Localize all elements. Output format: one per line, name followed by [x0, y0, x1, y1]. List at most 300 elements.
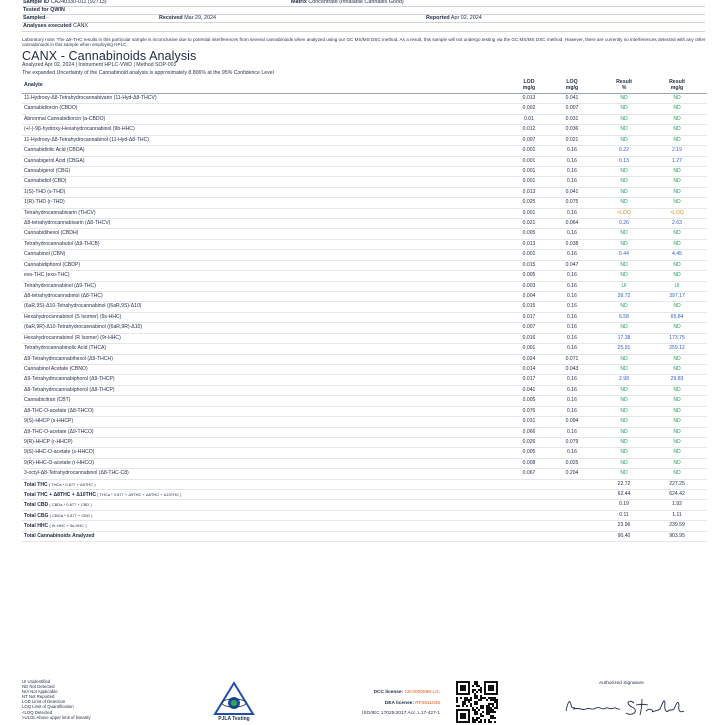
- loq-value: 0.094: [565, 418, 579, 425]
- analyte-name: Δ8-Tetrahydrocannabiphorol (Δ8-THCP): [24, 386, 115, 393]
- lod-value: 0.012: [522, 126, 536, 133]
- result-mg-value: ND: [673, 105, 681, 112]
- tested-for-line: [23, 7, 705, 14]
- lod-value: 0.005: [522, 397, 536, 404]
- result-pct-value: ND: [620, 418, 628, 425]
- results-table: [22, 79, 707, 542]
- result-mg-value: 4.45: [672, 251, 682, 258]
- total-label: Total HHC: [24, 523, 49, 530]
- result-pct-value: ND: [620, 126, 628, 133]
- received-label: Received: [159, 15, 183, 21]
- lod-value: 0.001: [522, 209, 536, 216]
- result-mg-value: 2.19: [672, 147, 682, 154]
- analyte-name: Δ8-tetrahydrocannabivarin (Δ8-THCV): [24, 220, 111, 227]
- table-row: [22, 323, 707, 333]
- loq-value: 0.16: [567, 209, 577, 216]
- analyte-name: Cannabigerol Acid (CBGA): [24, 157, 85, 164]
- loq-value: 0.025: [565, 459, 579, 466]
- analyte-name: Tetrahydrocannabinol (Δ9-THC): [24, 282, 96, 289]
- result-pct-value: ND: [620, 115, 628, 122]
- signature-label: Authorized Signature: [599, 681, 644, 686]
- loq-value: 0.16: [567, 147, 577, 154]
- lod-value: 0.013: [522, 188, 536, 195]
- total-mg-value: 903.95: [669, 532, 685, 539]
- total-formula: ( THCa * 0.877 + Δ9THC + Δ8THC + Δ10THC ): [96, 492, 182, 498]
- analyte-name: exo-THC (exo-THC): [24, 272, 70, 279]
- abbreviation-legend: [22, 679, 91, 720]
- result-pct-value: ND: [620, 272, 628, 279]
- table-row: [22, 157, 707, 167]
- result-pct-value: 2.98: [619, 376, 629, 383]
- result-pct-value: 39.72: [617, 293, 631, 300]
- table-row: [22, 261, 707, 271]
- loq-value: 0.16: [567, 324, 577, 331]
- result-mg-value: ND: [673, 355, 681, 362]
- result-mg-value: ND: [673, 365, 681, 372]
- matrix-value: Concentrate (Inhalable Cannabis Good): [308, 0, 404, 5]
- analyte-name: 1(S)-THD (s-THD): [24, 188, 66, 195]
- analyte-name: Δ8-tetrahydrocannabinol (Δ8-THC): [24, 293, 103, 300]
- result-pct-value: ND: [620, 230, 628, 237]
- header-loq: [547, 80, 597, 91]
- total-row: [22, 511, 707, 521]
- total-name: [24, 500, 484, 510]
- table-row: [22, 386, 707, 396]
- table-header: [22, 79, 707, 94]
- analyte-name: Δ9-THC-O-acetate (Δ9-THCO): [24, 428, 94, 435]
- table-row: [22, 459, 707, 469]
- analyte-name: 3-octyl-Δ8-Tetrahydrocannabinol (Δ8-THC-C8): [24, 470, 129, 477]
- total-name: [24, 490, 484, 500]
- table-row: [22, 417, 707, 427]
- loq-value: 0.16: [567, 272, 577, 279]
- logo-text: PJLA Testing: [218, 716, 250, 722]
- result-mg-value: ND: [673, 136, 681, 143]
- received-value: Mar 29, 2024: [184, 15, 216, 21]
- loq-value: 0.16: [567, 303, 577, 310]
- legend-item: ND Not Detected: [22, 684, 55, 690]
- analyte-name: Abnormal Cannabidiorcin (a-CBDO): [24, 115, 106, 122]
- loq-value: 0.038: [565, 240, 579, 247]
- result-pct-value: UI: [621, 282, 627, 289]
- result-mg-value: ND: [673, 407, 681, 414]
- result-pct-value: ND: [620, 438, 628, 445]
- total-pct-value: 22.72: [617, 480, 631, 487]
- table-row: [22, 219, 707, 229]
- lod-value: 0.01: [524, 115, 534, 122]
- total-label: Total THC: [24, 481, 48, 488]
- tested-for-label: Tested for: [23, 7, 49, 13]
- table-row: [22, 136, 707, 146]
- result-pct-value: ND: [620, 428, 628, 435]
- analyte-name: 9(R)-HHC-O-acetate (r-HHCO): [24, 459, 94, 466]
- loq-value: 0.204: [565, 470, 579, 477]
- result-pct-value: 0.44: [619, 251, 629, 258]
- lod-value: 0.001: [522, 178, 536, 185]
- loq-value: 0.036: [565, 126, 579, 133]
- analyte-name: Cannabidiorcin (CBDO): [24, 105, 78, 112]
- lod-value: 0.017: [522, 313, 536, 320]
- result-pct-value: ND: [620, 240, 628, 247]
- header-lod-unit: mg/g: [522, 84, 536, 91]
- lod-value: 0.066: [522, 428, 536, 435]
- result-pct-value: ND: [620, 470, 628, 477]
- analyses-value: CANX: [73, 23, 89, 29]
- total-row: [22, 480, 707, 490]
- result-mg-value: ND: [673, 428, 681, 435]
- loq-value: 0.031: [565, 115, 579, 122]
- table-row: [22, 146, 707, 156]
- total-mg-value: 624.42: [669, 491, 685, 498]
- loq-value: 0.16: [567, 428, 577, 435]
- result-pct-value: ND: [620, 324, 628, 331]
- result-mg-value: ND: [673, 459, 681, 466]
- total-row: [22, 521, 707, 531]
- analyte-name: (+/-)-9β-hydroxy-Hexahydrocannabinol (9b-HHC): [24, 126, 135, 133]
- loq-value: 0.041: [565, 188, 579, 195]
- analyte-name: Δ9-Tetrahydrocannabiphorol (Δ9-THCP): [24, 376, 115, 383]
- header-loq-unit: mg/g: [565, 84, 579, 91]
- result-pct-value: ND: [620, 386, 628, 393]
- total-label: Total THC + Δ8THC + Δ10THC: [24, 492, 97, 499]
- reported-value: Apr 02, 2024: [450, 15, 482, 21]
- result-pct-value: ND: [620, 199, 628, 206]
- analyte-name: 9(S)-HHCP (s-HHCP): [24, 418, 74, 425]
- result-mg-value: ND: [673, 115, 681, 122]
- legend-item: NT Not Reported: [22, 694, 55, 700]
- analyte-name: Cannabidihexol (CBDH): [24, 230, 79, 237]
- loq-value: 0.075: [565, 199, 579, 206]
- result-pct-value: ND: [620, 449, 628, 456]
- page-title: CANX - Cannabinoids Analysis: [22, 49, 197, 63]
- loq-value: 0.064: [565, 220, 579, 227]
- table-row: [22, 177, 707, 187]
- lod-value: 0.005: [522, 272, 536, 279]
- result-mg-value: ND: [673, 397, 681, 404]
- result-pct-value: ND: [620, 407, 628, 414]
- table-row: [22, 438, 707, 448]
- loq-value: 0.16: [567, 178, 577, 185]
- table-row: [22, 428, 707, 438]
- table-row: [22, 313, 707, 323]
- result-mg-value: ND: [673, 199, 681, 206]
- legend-item: <LOQ Detected: [22, 709, 52, 715]
- result-pct-value: 0.26: [619, 220, 629, 227]
- lod-value: 0.008: [522, 459, 536, 466]
- matrix-label: Matrix: [291, 0, 307, 5]
- result-pct-value: 0.22: [619, 147, 629, 154]
- license-block: [300, 688, 440, 720]
- legend-item: UI Unidentified: [22, 679, 51, 684]
- loq-value: 0.16: [567, 397, 577, 404]
- table-body: [22, 94, 707, 542]
- analyte-name: 11-Hydroxy-Δ8-Tetrahydrocannabivarin (11-Hyd-Δ8-THCV): [24, 95, 157, 101]
- total-mg-value: 239.59: [669, 522, 685, 529]
- lod-value: 0.001: [522, 167, 536, 174]
- loq-value: 0.079: [565, 438, 579, 445]
- analyte-name: Cannabinol Acetate (CBNO): [24, 365, 88, 372]
- result-pct-value: 17.38: [617, 334, 631, 341]
- table-row: [22, 375, 707, 385]
- dea-value: RF0611045: [415, 700, 440, 706]
- analyte-name: Δ8-THC-O-acetate (Δ8-THCO): [24, 407, 94, 414]
- total-label: Total Cannabinoids Analyzed: [24, 532, 95, 539]
- tested-for-value: QWIN: [50, 7, 65, 13]
- header-result-pct: [599, 80, 649, 91]
- received-field: [159, 15, 216, 22]
- total-label: Total CBG: [24, 512, 49, 519]
- lod-value: 0.016: [522, 334, 536, 341]
- loq-value: 0.16: [567, 345, 577, 352]
- loq-value: 0.047: [565, 261, 579, 268]
- result-pct-value: ND: [620, 459, 628, 466]
- dcc-license: [300, 688, 440, 699]
- sample-id-value: CA240330-011 (92713): [50, 0, 107, 5]
- loq-value: 0.16: [567, 157, 577, 164]
- total-pct-value: 0.19: [619, 501, 629, 508]
- total-formula: ( CBDa * 0.877 + CBD ): [48, 502, 92, 508]
- analyte-name: Δ9-Tetrahydrocannabihexol (Δ9-THCH): [24, 355, 113, 362]
- table-row: [22, 396, 707, 406]
- legend-item: LOQ Limit of Quantification: [22, 704, 74, 710]
- loq-value: 0.16: [567, 230, 577, 237]
- result-mg-value: ND: [673, 418, 681, 425]
- legend-item: LOD Limit of Detection: [22, 699, 66, 705]
- lod-value: 0.013: [522, 95, 536, 101]
- total-name: [24, 521, 484, 531]
- total-mg-value: 1.92: [672, 501, 682, 508]
- result-mg-value: ND: [673, 303, 681, 310]
- result-mg-value: ND: [673, 167, 681, 174]
- handwritten-signature: [562, 693, 686, 719]
- analyte-name: 9(S)-HHC-O-acetate (s-HHCO): [24, 449, 95, 456]
- table-row: [22, 344, 707, 354]
- result-pct-value: ND: [620, 167, 628, 174]
- loq-value: 0.16: [567, 251, 577, 258]
- reported-label: Reported: [426, 15, 450, 21]
- lod-value: 0.002: [522, 105, 536, 112]
- result-mg-value: ND: [673, 188, 681, 195]
- table-row: [22, 365, 707, 375]
- uncertainty-line: The expanded Uncertainty of the Cannabinoid analysis is approximately 8.806% at the 95% Confidence Level: [22, 69, 274, 76]
- loq-value: 0.16: [567, 293, 577, 300]
- table-row: [22, 469, 707, 479]
- loq-value: 0.16: [567, 334, 577, 341]
- result-mg-value: ND: [673, 126, 681, 133]
- table-row: [22, 198, 707, 208]
- loq-value: 0.16: [567, 313, 577, 320]
- header-lod-label: LOD: [523, 79, 535, 85]
- lod-value: 0.014: [522, 365, 536, 372]
- result-mg-value: 173.75: [669, 334, 685, 341]
- result-pct-value: ND: [620, 365, 628, 372]
- loq-value: 0.16: [567, 167, 577, 174]
- analyte-name: Cannabidiphorol (CBDP): [24, 261, 81, 268]
- analyte-name: Cannabinol (CBN): [24, 251, 66, 258]
- result-mg-value: ND: [673, 324, 681, 331]
- result-pct-value: ND: [620, 188, 628, 195]
- header-result-mg: [652, 80, 702, 91]
- total-pct-value: 0.11: [619, 511, 629, 518]
- result-pct-value: <LOQ: [617, 209, 631, 216]
- total-pct-value: 23.96: [617, 522, 631, 529]
- analyses-line: [23, 23, 705, 30]
- legend-item: N/A Not Applicable: [22, 689, 58, 695]
- lod-value: 0.015: [522, 303, 536, 310]
- header-result-pct-unit: %: [621, 84, 627, 91]
- result-mg-value: <LOQ: [670, 209, 684, 216]
- lod-value: 0.005: [522, 449, 536, 456]
- total-mg-value: 227.25: [669, 480, 685, 487]
- lod-value: 0.076: [522, 407, 536, 414]
- lod-value: 0.005: [522, 230, 536, 237]
- lod-value: 0.007: [522, 324, 536, 331]
- result-mg-value: 259.12: [669, 345, 685, 352]
- lod-value: 0.007: [522, 136, 536, 143]
- table-row: [22, 188, 707, 198]
- analyte-name: (6aR,9R)-Δ10-Tetrahydrocannabinol ((6aR,9R)-Δ10): [24, 324, 143, 331]
- header-analyte: Analyte: [24, 82, 43, 88]
- loq-value: 0.007: [565, 105, 579, 112]
- table-row: [22, 240, 707, 250]
- header-loq-label: LOQ: [566, 79, 578, 85]
- result-mg-value: ND: [673, 261, 681, 268]
- table-row: [22, 104, 707, 114]
- total-formula: ( CBGa * 0.877 + CBG ): [48, 512, 93, 518]
- table-row: [22, 229, 707, 239]
- lod-value: 0.031: [522, 418, 536, 425]
- result-mg-value: UI: [674, 282, 680, 289]
- dcc-value: C8-0000098-LIC: [404, 690, 440, 695]
- lod-value: 0.025: [522, 199, 536, 206]
- table-row: [22, 407, 707, 417]
- loq-value: 0.021: [565, 136, 579, 143]
- result-mg-value: ND: [673, 95, 681, 101]
- result-pct-value: ND: [620, 303, 628, 310]
- analyte-name: (6aR,9S)-Δ10-Tetrahydrocannabinol ((6aR,9S)-Δ10): [24, 303, 142, 310]
- total-formula: ( THCa * 0.877 + Δ9THC ): [47, 481, 96, 487]
- total-label: Total CBD: [24, 502, 49, 509]
- result-mg-value: ND: [673, 272, 681, 279]
- table-row: [22, 115, 707, 125]
- lod-value: 0.041: [522, 386, 536, 393]
- table-row: [22, 250, 707, 260]
- sampled-label: Sampled: [23, 15, 46, 21]
- result-pct-value: ND: [620, 105, 628, 112]
- dcc-label: DCC license:: [373, 690, 404, 695]
- result-pct-value: 25.91: [617, 345, 631, 352]
- lod-value: 0.001: [522, 345, 536, 352]
- analyte-name: Cannabidiolic Acid (CBDA): [24, 147, 85, 154]
- table-row: [22, 282, 707, 292]
- lod-value: 0.001: [522, 147, 536, 154]
- analyte-name: Hexahydrocannabinol (R Isomer) (9r-HHC): [24, 334, 121, 341]
- analyte-name: Cannabicitran (CBT): [24, 397, 71, 404]
- result-pct-value: ND: [620, 355, 628, 362]
- lod-value: 0.021: [522, 220, 536, 227]
- result-mg-value: 397.17: [669, 293, 685, 300]
- lod-value: 0.004: [522, 293, 536, 300]
- analyte-name: 9(R)-HHCP (r-HHCP): [24, 438, 73, 445]
- iso-accreditation: ISO/IEC 17025:2017 Acc. L17-427-1: [362, 711, 440, 716]
- table-row: [22, 302, 707, 312]
- result-pct-value: ND: [620, 178, 628, 185]
- loq-value: 0.16: [567, 449, 577, 456]
- result-mg-value: 65.84: [670, 313, 684, 320]
- analyte-name: Hexahydrocannabinol (S Isomer) (9s-HHC): [24, 313, 122, 320]
- result-mg-value: ND: [673, 438, 681, 445]
- result-mg-value: 1.27: [672, 157, 682, 164]
- total-pct-value: 62.44: [617, 491, 631, 498]
- result-mg-value: ND: [673, 386, 681, 393]
- total-row: [22, 532, 707, 542]
- result-pct-value: ND: [620, 397, 628, 404]
- analyte-name: 1(R)-THD (r-THD): [24, 199, 65, 206]
- result-pct-value: ND: [620, 95, 628, 101]
- divider: [22, 31, 705, 32]
- result-pct-value: ND: [620, 261, 628, 268]
- total-name: [24, 532, 484, 541]
- laboratory-note: Laboratory note: The Δ9-THC results in this particular sample is inconclusive due to potential interferences from several cannabinoids when analyzed using our GC MS/MS DSC method. As a result, this sample will not undergo testing via the GC MS/MS DSC method. However, there are currently no interferences detected with any other cannabinoids in this sample when employing HPLC.: [22, 37, 706, 48]
- analyte-name: 11-Hydroxy-Δ8-Tetrahydrocannabinol (11-Hyd-Δ8-THC): [24, 136, 149, 143]
- total-pct-value: 90.40: [617, 532, 631, 539]
- header-result-mg-label: Result: [669, 79, 685, 85]
- analyses-label: Analyses executed: [23, 23, 72, 29]
- loq-value: 0.071: [565, 355, 579, 362]
- reported-field: [426, 15, 482, 22]
- table-row: [22, 125, 707, 135]
- analyte-name: Tetrahydrocannabutol (Δ9-THCB): [24, 240, 100, 247]
- loq-value: 0.041: [565, 95, 579, 101]
- dea-label: DEA license:: [384, 700, 414, 706]
- result-pct-value: 6.58: [619, 313, 629, 320]
- lod-value: 0.001: [522, 157, 536, 164]
- result-mg-value: ND: [673, 230, 681, 237]
- loq-value: 0.16: [567, 386, 577, 393]
- lod-value: 0.067: [522, 470, 536, 477]
- qr-code-icon[interactable]: [456, 681, 498, 723]
- table-row: [22, 209, 707, 219]
- loq-value: 0.16: [567, 376, 577, 383]
- loq-value: 0.16: [567, 282, 577, 289]
- result-mg-value: ND: [673, 449, 681, 456]
- header-result-pct-label: Result: [616, 79, 632, 85]
- lod-value: 0.017: [522, 376, 536, 383]
- dea-license: [300, 699, 440, 710]
- header-result-mg-unit: mg/g: [670, 84, 684, 91]
- total-mg-value: 1.11: [672, 511, 682, 518]
- lod-value: 0.013: [522, 240, 536, 247]
- sample-id-label: Sample ID: [23, 0, 50, 5]
- result-mg-value: ND: [673, 178, 681, 185]
- dates-line: [23, 15, 705, 22]
- lod-value: 0.015: [522, 261, 536, 268]
- total-row: [22, 490, 707, 500]
- total-row: [22, 500, 707, 510]
- total-formula: ( 9r-HHC + 9s-HHC ): [48, 523, 87, 529]
- pjla-logo: [212, 680, 256, 724]
- table-row: [22, 334, 707, 344]
- lod-value: 0.003: [522, 282, 536, 289]
- analyte-name: Cannabidiol (CBD): [24, 178, 67, 185]
- loq-value: 0.16: [567, 407, 577, 414]
- table-row: [22, 167, 707, 177]
- lod-value: 0.001: [522, 251, 536, 258]
- lod-value: 0.026: [522, 438, 536, 445]
- legend-item: >ULOL Above upper limit of linearity: [22, 714, 91, 720]
- table-row: [22, 355, 707, 365]
- result-pct-value: ND: [620, 136, 628, 143]
